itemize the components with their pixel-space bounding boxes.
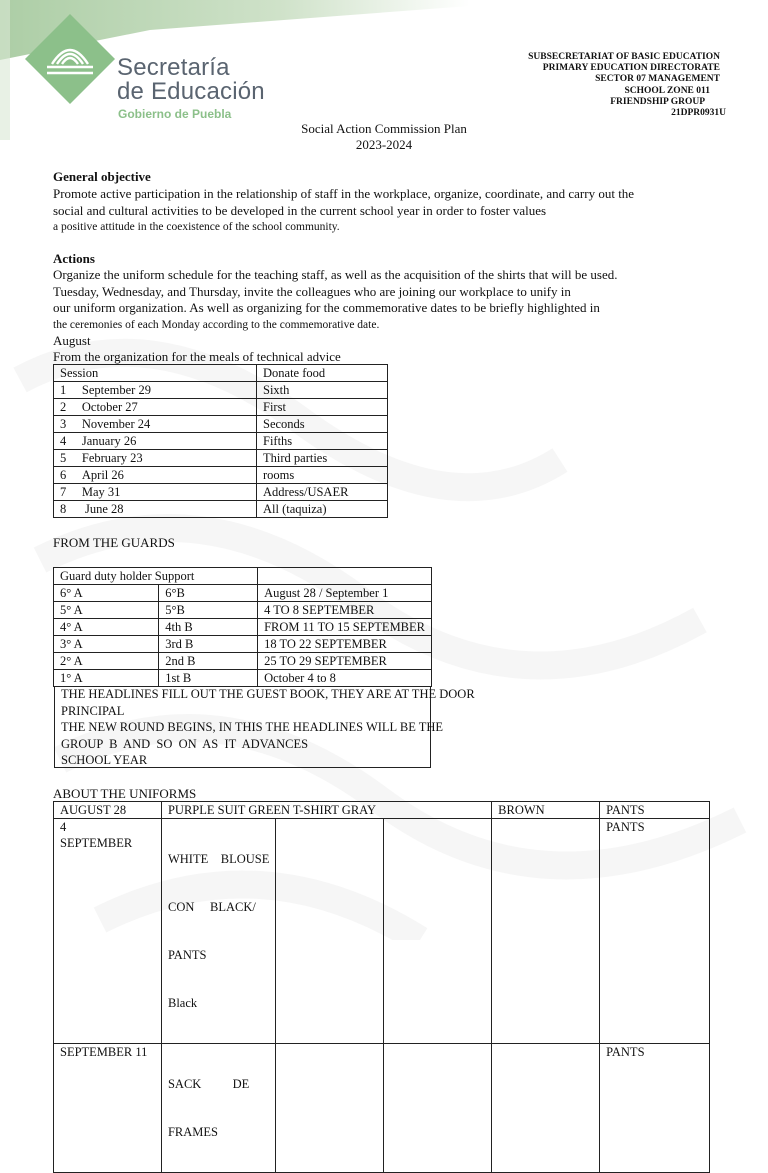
table-header-cell: Donate food bbox=[257, 365, 388, 382]
logo-title-line-2: de Educación bbox=[117, 78, 265, 105]
logo-emblem bbox=[25, 14, 115, 104]
table-row bbox=[54, 467, 388, 484]
uniform-pants-cell: PANTS bbox=[600, 1044, 710, 1173]
support-cell: 3rd B bbox=[159, 636, 258, 653]
table-row bbox=[54, 819, 710, 1044]
table-row bbox=[54, 433, 388, 450]
table-row bbox=[54, 450, 388, 467]
objective-heading: General objective bbox=[53, 169, 151, 184]
donate-cell: Fifths bbox=[257, 433, 388, 450]
date-cell: August 28 / September 1 bbox=[258, 585, 432, 602]
table-header-cell bbox=[258, 568, 432, 585]
logo-title-line-1: Secretaría bbox=[117, 54, 230, 81]
session-date: April 26 bbox=[81, 468, 124, 482]
session-number: 3 bbox=[60, 417, 67, 431]
session-date: January 26 bbox=[81, 434, 137, 448]
table-row bbox=[54, 484, 388, 501]
session-date: September 29 bbox=[81, 383, 151, 397]
uniforms-heading: ABOUT THE UNIFORMS bbox=[53, 786, 197, 801]
session-cell bbox=[54, 467, 257, 484]
holder-cell: 2° A bbox=[54, 653, 159, 670]
uniform-date-cell bbox=[54, 819, 162, 1044]
table-row bbox=[54, 501, 388, 518]
institution-line: SECTOR 07 MANAGEMENT bbox=[595, 74, 720, 85]
support-cell: 1st B bbox=[159, 670, 258, 687]
table-header-row bbox=[54, 568, 432, 585]
uniform-empty-cell bbox=[384, 1044, 492, 1173]
desc-line: WHITE BLOUSE bbox=[167, 852, 270, 866]
note-line: THE NEW ROUND BEGINS, IN THIS THE HEADLINES WILL BE THE bbox=[61, 720, 444, 734]
table-header-row bbox=[54, 365, 388, 382]
donate-cell: Sixth bbox=[257, 382, 388, 399]
guards-table bbox=[53, 567, 432, 687]
desc-line: FRAMES bbox=[167, 1125, 219, 1139]
note-line: SCHOOL YEAR bbox=[61, 753, 148, 767]
uniforms-table bbox=[53, 801, 710, 1173]
table-row bbox=[54, 382, 388, 399]
table-row bbox=[54, 636, 432, 653]
institution-line: 21DPR0931U bbox=[671, 108, 726, 119]
uniform-desc-cell: PURPLE SUIT GREEN T-SHIRT GRAY bbox=[161, 802, 491, 819]
session-cell bbox=[54, 501, 257, 518]
session-cell bbox=[54, 382, 257, 399]
date-cell: October 4 to 8 bbox=[258, 670, 432, 687]
table-row bbox=[54, 653, 432, 670]
table-row bbox=[54, 619, 432, 636]
holder-cell: 6° A bbox=[54, 585, 159, 602]
actions-text: the ceremonies of each Monday according to the commemorative date. bbox=[53, 319, 380, 331]
session-cell bbox=[54, 433, 257, 450]
institution-line: SUBSECRETARIAT OF BASIC EDUCATION bbox=[528, 52, 720, 62]
document-title: Social Action Commission Plan bbox=[301, 121, 467, 136]
uniform-color-cell: BROWN bbox=[492, 802, 600, 819]
session-cell bbox=[54, 416, 257, 433]
institution-header bbox=[528, 52, 726, 119]
meals-table bbox=[53, 364, 388, 518]
institution-line: FRIENDSHIP GROUP bbox=[610, 96, 705, 107]
actions-heading: Actions bbox=[53, 251, 95, 266]
document-year: 2023-2024 bbox=[355, 137, 413, 152]
session-cell bbox=[54, 450, 257, 467]
actions-text: Tuesday, Wednesday, and Thursday, invite the colleagues who are joining our workplace to unify in bbox=[53, 284, 571, 299]
date-part: SEPTEMBER bbox=[60, 836, 133, 850]
desc-line: SACK DE bbox=[167, 1077, 250, 1091]
support-cell: 2nd B bbox=[159, 653, 258, 670]
session-number: 8 bbox=[60, 502, 67, 516]
session-number: 6 bbox=[60, 468, 67, 482]
uniform-desc-cell bbox=[161, 1044, 275, 1173]
note-line: PRINCIPAL bbox=[61, 703, 125, 718]
actions-text: our uniform organization. As well as organizing for the commemorative dates to be briefly highlighted in bbox=[53, 300, 600, 315]
donate-cell: Address/USAER bbox=[257, 484, 388, 501]
actions-text: August bbox=[53, 333, 91, 348]
session-number: 1 bbox=[60, 383, 67, 397]
actions-text: Organize the uniform schedule for the teaching staff, as well as the acquisition of the shirts that will be used. bbox=[53, 267, 618, 282]
objective-text: a positive attitude in the coexistence of the school community. bbox=[53, 221, 340, 233]
table-row bbox=[54, 585, 432, 602]
holder-cell: 5° A bbox=[54, 602, 159, 619]
donate-cell: Third parties bbox=[257, 450, 388, 467]
support-cell: 4th B bbox=[159, 619, 258, 636]
uniform-empty-cell bbox=[492, 819, 600, 1044]
table-row bbox=[54, 670, 432, 687]
donate-cell: rooms bbox=[257, 467, 388, 484]
note-line: THE HEADLINES FILL OUT THE GUEST BOOK, THEY ARE AT THE DOOR bbox=[61, 687, 475, 701]
support-cell: 6°B bbox=[159, 585, 258, 602]
session-date: November 24 bbox=[81, 417, 151, 431]
date-cell: 4 TO 8 SEPTEMBER bbox=[258, 602, 432, 619]
session-cell bbox=[54, 484, 257, 501]
session-number: 7 bbox=[60, 485, 67, 499]
donate-cell: Seconds bbox=[257, 416, 388, 433]
note-line: GROUP B AND SO ON AS IT ADVANCES bbox=[61, 736, 309, 751]
session-date: February 23 bbox=[81, 451, 143, 465]
actions-text: From the organization for the meals of technical advice bbox=[53, 349, 341, 364]
session-cell bbox=[54, 399, 257, 416]
uniform-date-cell: SEPTEMBER 11 bbox=[54, 1044, 162, 1173]
logo-subtitle: Gobierno de Puebla bbox=[118, 107, 232, 121]
objective-text: Promote active participation in the relationship of staff in the workplace, organize, coordinate, and carry out the bbox=[53, 186, 635, 201]
session-date: October 27 bbox=[81, 400, 138, 414]
table-row bbox=[54, 1044, 710, 1173]
support-cell: 5°B bbox=[159, 602, 258, 619]
table-header-cell: Guard duty holder Support bbox=[54, 568, 258, 585]
donate-cell: All (taquiza) bbox=[257, 501, 388, 518]
holder-cell: 4° A bbox=[54, 619, 159, 636]
holder-cell: 3° A bbox=[54, 636, 159, 653]
session-date: May 31 bbox=[81, 485, 121, 499]
guards-heading: FROM THE GUARDS bbox=[53, 535, 175, 550]
uniform-pants-cell: PANTS bbox=[600, 802, 710, 819]
desc-line: Black bbox=[167, 996, 198, 1010]
date-cell: FROM 11 TO 15 SEPTEMBER bbox=[258, 619, 432, 636]
session-number: 4 bbox=[60, 434, 67, 448]
table-row bbox=[54, 602, 432, 619]
uniform-desc-cell bbox=[161, 819, 275, 1044]
desc-line: CON BLACK/ bbox=[167, 900, 256, 914]
table-header-row bbox=[54, 802, 710, 819]
uniform-empty-cell bbox=[276, 1044, 384, 1173]
date-part: 4 bbox=[60, 820, 67, 834]
institution-line: PRIMARY EDUCATION DIRECTORATE bbox=[542, 63, 720, 74]
session-number: 5 bbox=[60, 451, 67, 465]
guards-notes bbox=[54, 686, 475, 768]
uniform-empty-cell bbox=[384, 819, 492, 1044]
table-row bbox=[54, 416, 388, 433]
date-cell: 18 TO 22 SEPTEMBER bbox=[258, 636, 432, 653]
uniform-date-cell: AUGUST 28 bbox=[54, 802, 162, 819]
objective-text: social and cultural activities to be developed in the current school year in order to foster values bbox=[53, 203, 547, 218]
institution-line: SCHOOL ZONE 011 bbox=[624, 85, 710, 96]
date-cell: 25 TO 29 SEPTEMBER bbox=[258, 653, 432, 670]
uniform-empty-cell bbox=[492, 1044, 600, 1173]
uniform-pants-cell: PANTS bbox=[600, 819, 710, 1044]
desc-line: PANTS bbox=[167, 948, 207, 962]
holder-cell: 1° A bbox=[54, 670, 159, 687]
table-header-cell: Session bbox=[54, 365, 257, 382]
uniform-empty-cell bbox=[276, 819, 384, 1044]
session-date: June 28 bbox=[85, 502, 124, 516]
table-row bbox=[54, 399, 388, 416]
donate-cell: First bbox=[257, 399, 388, 416]
session-number: 2 bbox=[60, 400, 67, 414]
